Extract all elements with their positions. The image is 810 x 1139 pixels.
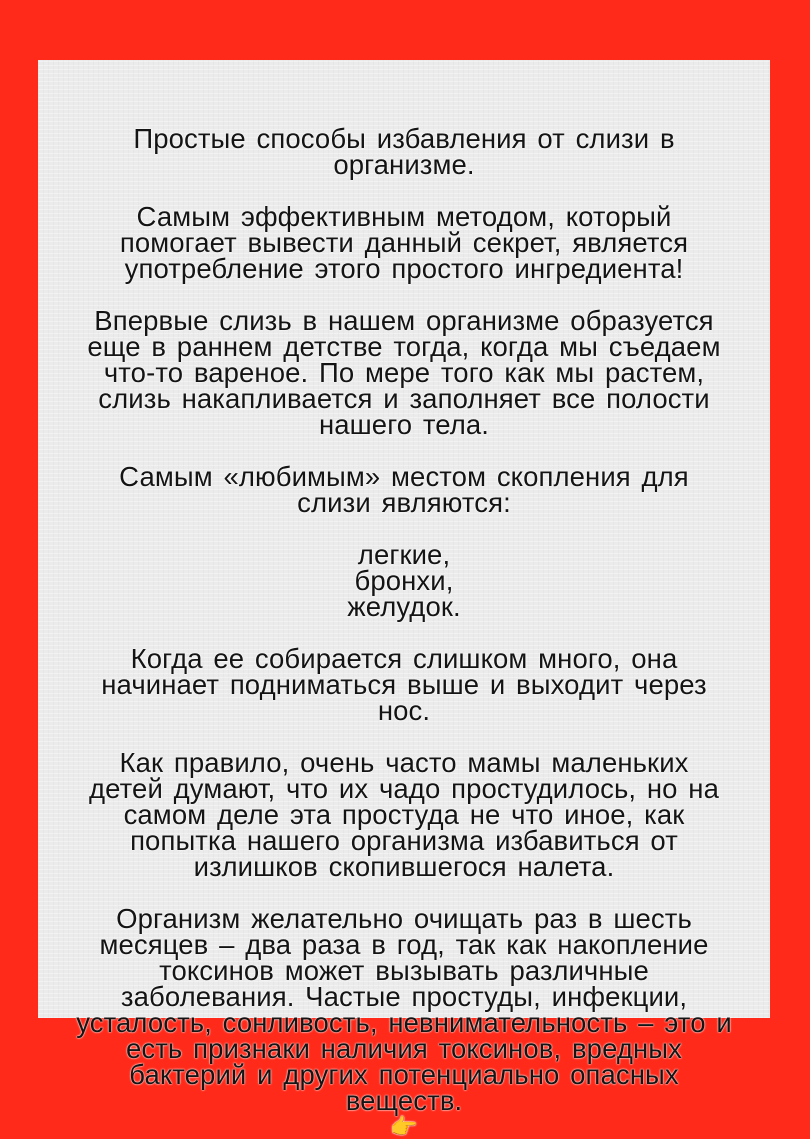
text-line: месяцев – два раза в год, так как накопление: [99, 929, 709, 960]
text-line: слизи являются:: [297, 487, 511, 518]
paragraph-origin: [38, 305, 770, 440]
text-line: бактерий и других потенциально опасных: [129, 1059, 679, 1090]
paragraph-cleansing: [38, 903, 770, 1116]
text-line: есть признаки наличия токсинов, вредных: [125, 1033, 683, 1064]
post-body: [38, 123, 770, 1139]
text-line: детей думают, что их чадо простудилось, но на: [89, 773, 719, 804]
text-line: токсинов может вызывать различные: [159, 955, 649, 986]
list-item: легкие,: [357, 539, 451, 570]
text-line: Самым «любимым» местом скопления для: [119, 461, 689, 492]
text-line: Простые способы избавления от слизи в: [133, 123, 675, 154]
text-line: еще в раннем детстве тогда, когда мы съедаем: [87, 331, 721, 362]
list-item: желудок.: [347, 591, 461, 622]
text-line: употребление этого простого ингредиента!: [124, 253, 684, 284]
text-line: слизь накапливается и заполняет все полости: [98, 383, 710, 414]
text-line: нашего тела.: [318, 409, 490, 440]
text-line: нос.: [377, 695, 431, 726]
text-line: попытка нашего организма избавиться от: [130, 825, 678, 856]
text-line: усталость, сонливость, невнимательность – это и: [76, 1007, 732, 1038]
text-line: организме.: [333, 149, 475, 180]
text-line: Впервые слизь в нашем организме образуется: [94, 305, 714, 336]
text-line: Организм желательно очищать раз в шесть: [116, 903, 692, 934]
paragraph-locations: [38, 461, 770, 518]
text-line: заболевания. Частые простуды, инфекции,: [120, 981, 688, 1012]
pointing-hand-icon: 👉: [390, 1114, 418, 1139]
organ-list: [38, 539, 770, 622]
text-line: Когда ее собирается слишком много, она: [130, 643, 678, 674]
text-line: Как правило, очень часто мамы маленьких: [119, 747, 689, 778]
text-line: Самым эффективным методом, который: [136, 201, 672, 232]
text-card: [38, 60, 770, 1139]
paragraph-intro: [38, 201, 770, 284]
text-line: помогает вывести данный секрет, является: [119, 227, 689, 258]
paragraph-excess: [38, 643, 770, 726]
text-line: самом деле эта простуда не что иное, как: [123, 799, 685, 830]
list-item: бронхи,: [354, 565, 454, 596]
paragraph-title: [38, 123, 770, 180]
text-line: начинает подниматься выше и выходит через: [101, 669, 707, 700]
paragraph-children: [38, 747, 770, 882]
text-line: что-то вареное. По мере того как мы растем,: [103, 357, 705, 388]
text-line: излишков скопившегося налета.: [193, 851, 615, 882]
text-line: веществ.: [345, 1085, 463, 1116]
